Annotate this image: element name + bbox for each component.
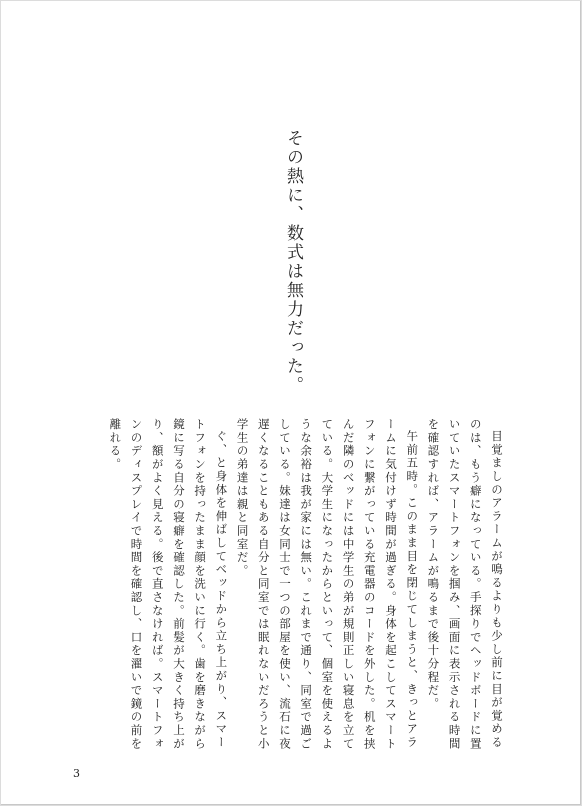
chapter-title: その熱に、数式は無力だった。: [283, 129, 303, 395]
book-page: [1, 1, 581, 805]
paragraph: ぐ、と身体を伸ばしてベッドから立ち上がり、スマートフォンを持ったまま顔を洗いに行く。歯を磨きながら鏡に写る自分の寝癖を確認した。前髪が大きく持ち上がり、額がよく見える。後で直さなければ。スマートフォンのディスプレイで時間を確認し、口を濯いで鏡の前を離れる。: [108, 418, 229, 751]
paragraph: 目覚ましのアラームが鳴るよりも少し前に目が覚めるのは、もう癖になっている。手探りでヘッドボードに置いていたスマートフォンを掴み、画面に表示される時間を確認すれば、アラームが鳴るまで後十分程だ。: [426, 418, 504, 751]
body-text: [79, 418, 507, 756]
page-number: 3: [73, 767, 80, 780]
paragraph: 午前五時。このまま目を閉じてしまうと、きっとアラームに気付けず時間が過ぎる。身体を起こしてスマートフォンに繋がっている充電器のコードを外した。机を挟んだ隣のベッドには中学生の弟が規則正しい寝息を立てている。大学生になったからといって、個室を使えるような余裕は我が家には無い。これまで通り、同室で過ごしている。妹達は女同士で一つの部屋を使い、流石に夜遅くなることもある自分と同室では眠れないだろうと小学生の弟達は親と同室だ。: [235, 418, 420, 751]
